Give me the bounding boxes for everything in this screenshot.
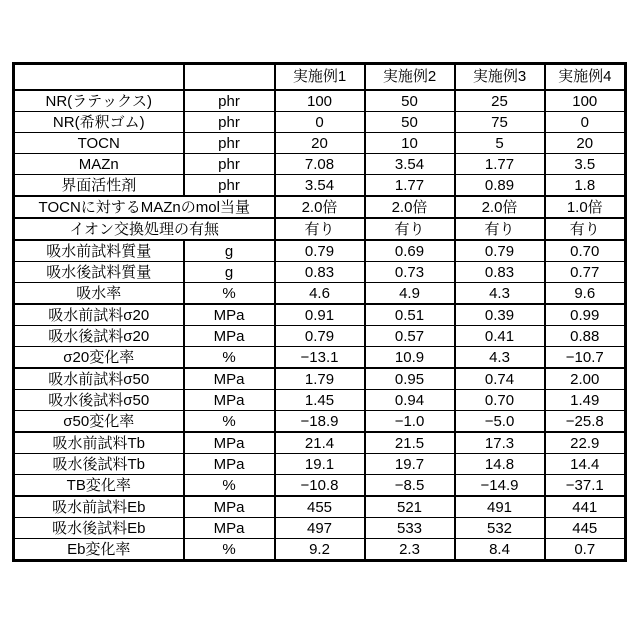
value-cell: 0.79 bbox=[455, 240, 545, 262]
table-row bbox=[14, 112, 626, 133]
value-cell: 0.51 bbox=[365, 304, 455, 326]
value-cell: 20 bbox=[275, 133, 365, 154]
row-label: TOCNに対するMAZnのmol当量 bbox=[14, 196, 275, 218]
row-unit: phr bbox=[184, 175, 275, 197]
value-cell: 19.1 bbox=[275, 454, 365, 475]
row-label: 吸水後試料質量 bbox=[14, 262, 184, 283]
value-cell: 0.70 bbox=[545, 240, 626, 262]
row-unit: MPa bbox=[184, 390, 275, 411]
row-unit: MPa bbox=[184, 454, 275, 475]
row-label: 吸水率 bbox=[14, 283, 184, 305]
row-unit: % bbox=[184, 347, 275, 369]
value-cell: 19.7 bbox=[365, 454, 455, 475]
value-cell: 1.79 bbox=[275, 368, 365, 390]
value-cell: −37.1 bbox=[545, 475, 626, 497]
value-cell: 21.4 bbox=[275, 432, 365, 454]
value-cell: 8.4 bbox=[455, 539, 545, 561]
row-label: NR(ラテックス) bbox=[14, 90, 184, 112]
table-row bbox=[14, 90, 626, 112]
row-unit: % bbox=[184, 475, 275, 497]
table-row bbox=[14, 518, 626, 539]
value-cell: 1.8 bbox=[545, 175, 626, 197]
value-cell: 455 bbox=[275, 496, 365, 518]
row-unit: MPa bbox=[184, 518, 275, 539]
value-cell: −8.5 bbox=[365, 475, 455, 497]
value-cell: 0.70 bbox=[455, 390, 545, 411]
value-cell: 4.3 bbox=[455, 283, 545, 305]
table-row bbox=[14, 326, 626, 347]
value-cell: 2.00 bbox=[545, 368, 626, 390]
row-label: 吸水後試料σ50 bbox=[14, 390, 184, 411]
value-cell: 7.08 bbox=[275, 154, 365, 175]
row-unit: g bbox=[184, 262, 275, 283]
value-cell: 4.6 bbox=[275, 283, 365, 305]
value-cell: 9.2 bbox=[275, 539, 365, 561]
value-cell: 3.5 bbox=[545, 154, 626, 175]
value-cell: 0.94 bbox=[365, 390, 455, 411]
row-label: MAZn bbox=[14, 154, 184, 175]
value-cell: 521 bbox=[365, 496, 455, 518]
value-cell: 441 bbox=[545, 496, 626, 518]
value-cell: 50 bbox=[365, 112, 455, 133]
value-cell: 1.45 bbox=[275, 390, 365, 411]
row-label: 吸水後試料Eb bbox=[14, 518, 184, 539]
table-row bbox=[14, 133, 626, 154]
value-cell: 533 bbox=[365, 518, 455, 539]
table-row bbox=[14, 496, 626, 518]
value-cell: −25.8 bbox=[545, 411, 626, 433]
value-cell: 0.99 bbox=[545, 304, 626, 326]
value-cell: 0 bbox=[275, 112, 365, 133]
value-cell: 1.77 bbox=[365, 175, 455, 197]
value-cell: 0.79 bbox=[275, 326, 365, 347]
row-label: σ50変化率 bbox=[14, 411, 184, 433]
value-cell: 0.83 bbox=[275, 262, 365, 283]
value-cell: 2.0倍 bbox=[275, 196, 365, 218]
row-label: σ20変化率 bbox=[14, 347, 184, 369]
value-cell: 0.74 bbox=[455, 368, 545, 390]
value-cell: 2.3 bbox=[365, 539, 455, 561]
row-unit: phr bbox=[184, 133, 275, 154]
table-row bbox=[14, 218, 626, 240]
value-cell: 14.8 bbox=[455, 454, 545, 475]
table-row bbox=[14, 283, 626, 305]
value-cell: 0.89 bbox=[455, 175, 545, 197]
table-row bbox=[14, 175, 626, 197]
row-unit: MPa bbox=[184, 432, 275, 454]
row-label: NR(希釈ゴム) bbox=[14, 112, 184, 133]
value-cell: 有り bbox=[365, 218, 455, 240]
table-row bbox=[14, 368, 626, 390]
table-row bbox=[14, 475, 626, 497]
table-row bbox=[14, 390, 626, 411]
value-cell: 0 bbox=[545, 112, 626, 133]
header-example-4: 実施例4 bbox=[545, 64, 626, 91]
value-cell: 75 bbox=[455, 112, 545, 133]
row-unit: % bbox=[184, 539, 275, 561]
results-table-body bbox=[14, 64, 626, 561]
value-cell: 445 bbox=[545, 518, 626, 539]
row-label: 吸水前試料σ50 bbox=[14, 368, 184, 390]
row-label: イオン交換処理の有無 bbox=[14, 218, 275, 240]
value-cell: 20 bbox=[545, 133, 626, 154]
value-cell: 3.54 bbox=[275, 175, 365, 197]
value-cell: 532 bbox=[455, 518, 545, 539]
value-cell: 0.69 bbox=[365, 240, 455, 262]
results-table bbox=[12, 62, 627, 562]
row-label: 吸水前試料Eb bbox=[14, 496, 184, 518]
value-cell: 0.39 bbox=[455, 304, 545, 326]
header-example-3: 実施例3 bbox=[455, 64, 545, 91]
value-cell: 5 bbox=[455, 133, 545, 154]
row-unit: % bbox=[184, 283, 275, 305]
value-cell: 0.79 bbox=[275, 240, 365, 262]
value-cell: 497 bbox=[275, 518, 365, 539]
table-row bbox=[14, 432, 626, 454]
value-cell: 14.4 bbox=[545, 454, 626, 475]
value-cell: 4.9 bbox=[365, 283, 455, 305]
value-cell: 1.0倍 bbox=[545, 196, 626, 218]
value-cell: −18.9 bbox=[275, 411, 365, 433]
table-row bbox=[14, 262, 626, 283]
value-cell: 9.6 bbox=[545, 283, 626, 305]
row-unit: MPa bbox=[184, 496, 275, 518]
header-row bbox=[14, 64, 626, 91]
value-cell: 有り bbox=[275, 218, 365, 240]
value-cell: 21.5 bbox=[365, 432, 455, 454]
row-label: 吸水前試料Tb bbox=[14, 432, 184, 454]
value-cell: 100 bbox=[275, 90, 365, 112]
value-cell: −13.1 bbox=[275, 347, 365, 369]
row-label: TB変化率 bbox=[14, 475, 184, 497]
row-unit: MPa bbox=[184, 326, 275, 347]
row-label: 吸水後試料σ20 bbox=[14, 326, 184, 347]
header-unit-cell bbox=[184, 64, 275, 91]
value-cell: −1.0 bbox=[365, 411, 455, 433]
value-cell: 17.3 bbox=[455, 432, 545, 454]
row-unit: phr bbox=[184, 154, 275, 175]
table-row bbox=[14, 347, 626, 369]
value-cell: −10.8 bbox=[275, 475, 365, 497]
row-unit: MPa bbox=[184, 304, 275, 326]
row-unit: phr bbox=[184, 90, 275, 112]
value-cell: 0.7 bbox=[545, 539, 626, 561]
row-label: 界面活性剤 bbox=[14, 175, 184, 197]
table-row bbox=[14, 196, 626, 218]
row-label: 吸水後試料Tb bbox=[14, 454, 184, 475]
row-label: TOCN bbox=[14, 133, 184, 154]
value-cell: 0.41 bbox=[455, 326, 545, 347]
row-label: Eb変化率 bbox=[14, 539, 184, 561]
value-cell: 491 bbox=[455, 496, 545, 518]
row-label: 吸水前試料質量 bbox=[14, 240, 184, 262]
value-cell: 0.91 bbox=[275, 304, 365, 326]
table-row bbox=[14, 240, 626, 262]
value-cell: 0.77 bbox=[545, 262, 626, 283]
value-cell: −10.7 bbox=[545, 347, 626, 369]
value-cell: 有り bbox=[455, 218, 545, 240]
value-cell: 50 bbox=[365, 90, 455, 112]
table-row bbox=[14, 454, 626, 475]
row-unit: % bbox=[184, 411, 275, 433]
value-cell: 22.9 bbox=[545, 432, 626, 454]
value-cell: 10 bbox=[365, 133, 455, 154]
row-unit: phr bbox=[184, 112, 275, 133]
value-cell: 0.95 bbox=[365, 368, 455, 390]
value-cell: 100 bbox=[545, 90, 626, 112]
header-label-cell bbox=[14, 64, 184, 91]
value-cell: 1.49 bbox=[545, 390, 626, 411]
value-cell: −5.0 bbox=[455, 411, 545, 433]
row-unit: MPa bbox=[184, 368, 275, 390]
value-cell: 2.0倍 bbox=[365, 196, 455, 218]
header-example-1: 実施例1 bbox=[275, 64, 365, 91]
value-cell: 0.83 bbox=[455, 262, 545, 283]
value-cell: 25 bbox=[455, 90, 545, 112]
value-cell: 0.73 bbox=[365, 262, 455, 283]
table-row bbox=[14, 539, 626, 561]
value-cell: 10.9 bbox=[365, 347, 455, 369]
value-cell: 1.77 bbox=[455, 154, 545, 175]
value-cell: −14.9 bbox=[455, 475, 545, 497]
value-cell: 4.3 bbox=[455, 347, 545, 369]
value-cell: 3.54 bbox=[365, 154, 455, 175]
table-row bbox=[14, 304, 626, 326]
value-cell: 0.88 bbox=[545, 326, 626, 347]
table-row bbox=[14, 154, 626, 175]
value-cell: 有り bbox=[545, 218, 626, 240]
header-example-2: 実施例2 bbox=[365, 64, 455, 91]
value-cell: 2.0倍 bbox=[455, 196, 545, 218]
row-unit: g bbox=[184, 240, 275, 262]
row-label: 吸水前試料σ20 bbox=[14, 304, 184, 326]
table-row bbox=[14, 411, 626, 433]
value-cell: 0.57 bbox=[365, 326, 455, 347]
